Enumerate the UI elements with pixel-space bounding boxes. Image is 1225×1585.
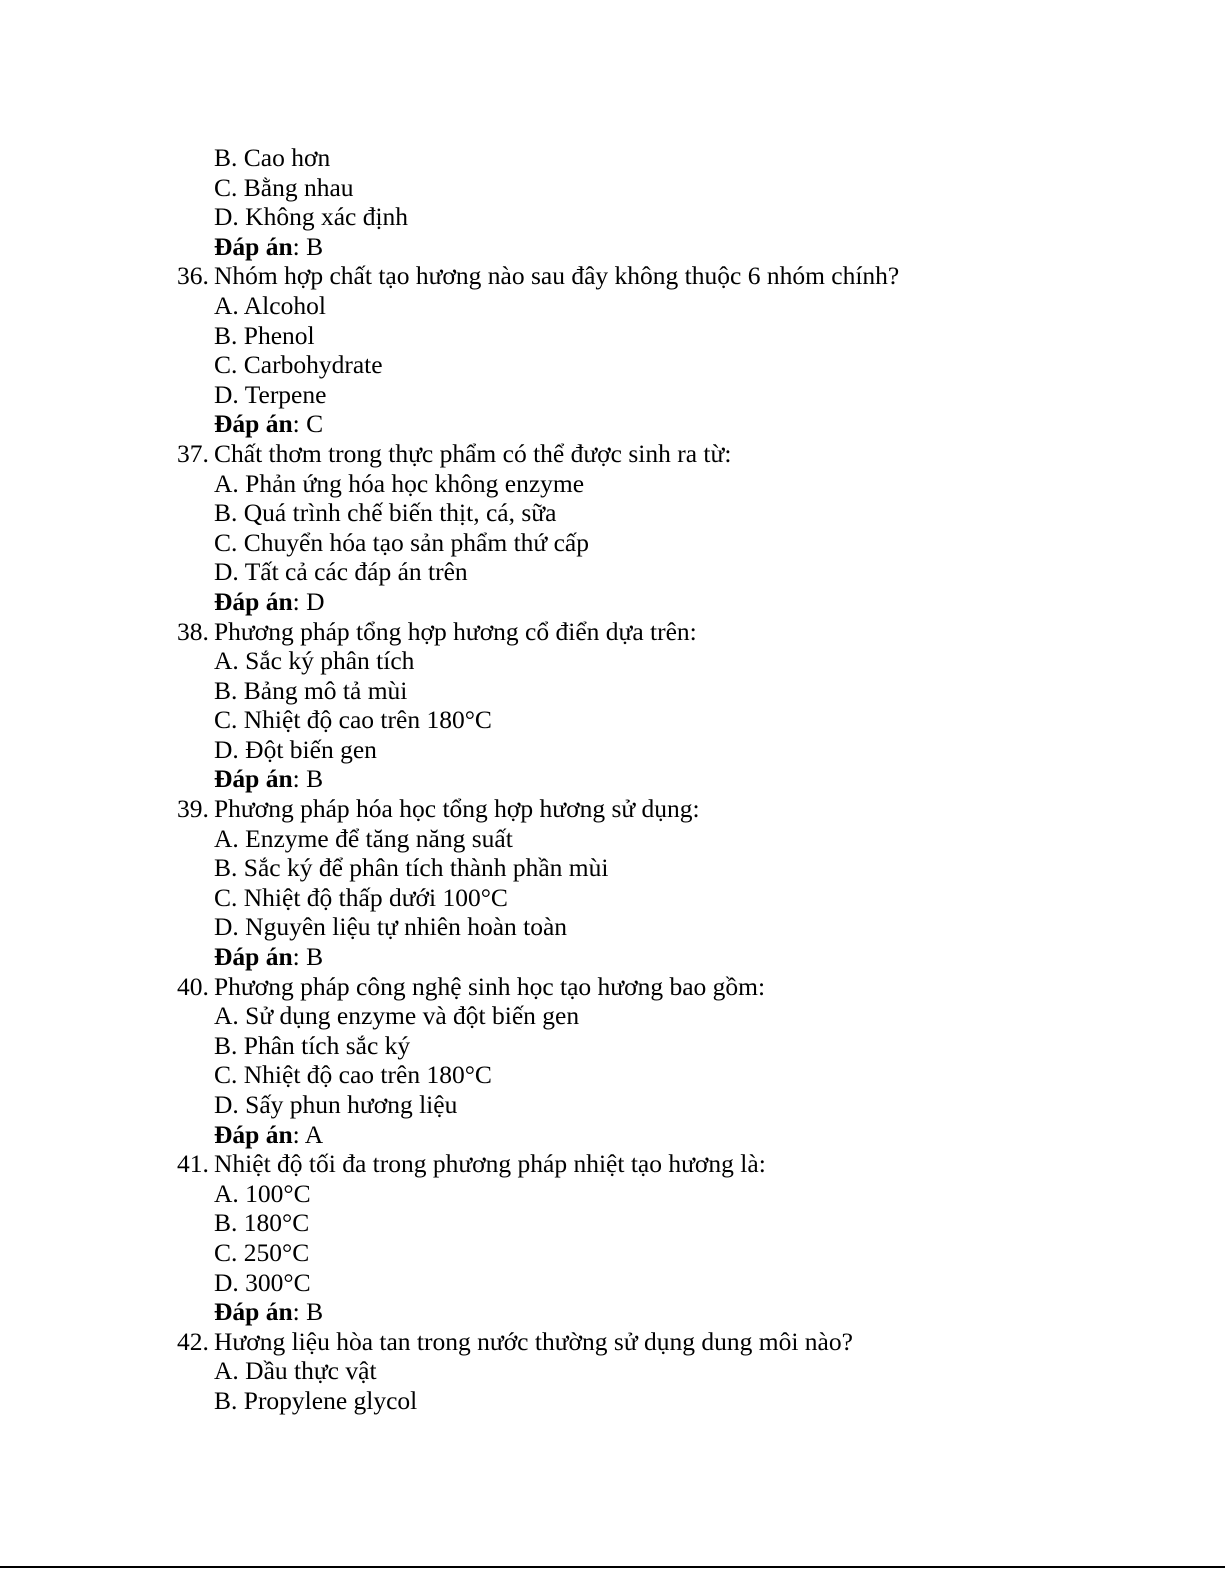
option-line bbox=[0, 143, 1225, 173]
option-text: B. 180°C bbox=[214, 1208, 310, 1238]
question-text: Nhiệt độ tối đa trong phương pháp nhiệt tạo hương là: bbox=[214, 1149, 766, 1179]
question-number: 36. bbox=[177, 261, 209, 291]
answer-value: A bbox=[304, 1119, 324, 1149]
option-text: C. Nhiệt độ cao trên 180°C bbox=[214, 1060, 492, 1090]
option-text: C. Nhiệt độ cao trên 180°C bbox=[214, 705, 492, 735]
option-line bbox=[0, 469, 1225, 499]
page-bottom-rule bbox=[0, 1566, 1225, 1568]
option-text: A. Alcohol bbox=[214, 290, 326, 320]
option-line bbox=[0, 1031, 1225, 1061]
question-number: 40. bbox=[177, 971, 209, 1001]
question-number: 39. bbox=[177, 794, 209, 824]
answer-line: Đáp án: B bbox=[214, 764, 324, 794]
answer-value: D bbox=[306, 586, 325, 616]
question-line bbox=[0, 439, 1225, 469]
option-line bbox=[0, 1208, 1225, 1238]
answer-value: B bbox=[306, 1297, 324, 1327]
option-text: D. Đột biến gen bbox=[214, 734, 377, 764]
question-text: Chất thơm trong thực phẩm có thể được sinh ra từ: bbox=[214, 438, 732, 468]
answer-line: Đáp án: D bbox=[214, 586, 325, 616]
answer-label: Đáp án bbox=[214, 409, 293, 439]
answer-line: Đáp án: B bbox=[214, 1297, 324, 1327]
option-text: B. Bảng mô tả mùi bbox=[214, 675, 408, 705]
answer-label: Đáp án bbox=[214, 1297, 293, 1327]
option-line bbox=[0, 646, 1225, 676]
option-line bbox=[0, 498, 1225, 528]
option-line bbox=[0, 557, 1225, 587]
option-text: B. Phenol bbox=[214, 320, 315, 350]
option-text: B. Cao hơn bbox=[214, 143, 331, 172]
option-text: C. 250°C bbox=[214, 1237, 310, 1267]
answer-line: Đáp án: A bbox=[214, 1119, 324, 1149]
option-text: B. Sắc ký để phân tích thành phần mùi bbox=[214, 853, 609, 883]
option-line bbox=[0, 1090, 1225, 1120]
option-line bbox=[0, 173, 1225, 203]
option-line bbox=[0, 202, 1225, 232]
option-line bbox=[0, 1060, 1225, 1090]
option-line bbox=[0, 705, 1225, 735]
option-line bbox=[0, 853, 1225, 883]
option-text: D. 300°C bbox=[214, 1267, 311, 1297]
question-number: 38. bbox=[177, 616, 209, 646]
question-line bbox=[0, 261, 1225, 291]
question-text: Phương pháp tổng hợp hương cổ điển dựa trên: bbox=[214, 616, 697, 646]
option-text: B. Propylene glycol bbox=[214, 1385, 418, 1415]
option-line bbox=[0, 350, 1225, 380]
answer-label: Đáp án bbox=[214, 231, 293, 261]
answer-label: Đáp án bbox=[214, 586, 293, 616]
question-number: 37. bbox=[177, 438, 209, 468]
option-line bbox=[0, 676, 1225, 706]
option-text: A. Phản ứng hóa học không enzyme bbox=[214, 468, 585, 498]
answer-value: B bbox=[306, 764, 324, 794]
question-text: Nhóm hợp chất tạo hương nào sau đây không thuộc 6 nhóm chính? bbox=[214, 261, 900, 291]
answer-label: Đáp án bbox=[214, 764, 293, 794]
option-line bbox=[0, 1001, 1225, 1031]
answer-label: Đáp án bbox=[214, 1119, 293, 1149]
option-text: B. Phân tích sắc ký bbox=[214, 1030, 411, 1060]
question-number: 41. bbox=[177, 1149, 209, 1179]
option-line bbox=[0, 735, 1225, 765]
option-line bbox=[0, 380, 1225, 410]
option-text: D. Sấy phun hương liệu bbox=[214, 1090, 458, 1119]
option-line bbox=[0, 912, 1225, 942]
option-text: A. Dầu thực vật bbox=[214, 1356, 377, 1386]
option-line bbox=[0, 1356, 1225, 1386]
answer-value: C bbox=[306, 409, 324, 439]
question-number: 42. bbox=[177, 1326, 209, 1356]
option-text: C. Chuyển hóa tạo sản phẩm thứ cấp bbox=[214, 527, 589, 557]
question-text: Hương liệu hòa tan trong nước thường sử dụng dung môi nào? bbox=[214, 1326, 853, 1356]
question-text: Phương pháp hóa học tổng hợp hương sử dụng: bbox=[214, 794, 700, 824]
question-line bbox=[0, 617, 1225, 647]
option-text: B. Quá trình chế biến thịt, cá, sữa bbox=[214, 498, 557, 528]
option-text: D. Tất cả các đáp án trên bbox=[214, 557, 468, 587]
option-text: D. Không xác định bbox=[214, 202, 409, 232]
answer-value: B bbox=[306, 942, 324, 972]
question-line bbox=[0, 972, 1225, 1002]
option-line bbox=[0, 824, 1225, 854]
option-text: D. Nguyên liệu tự nhiên hoàn toàn bbox=[214, 912, 568, 942]
question-line bbox=[0, 1149, 1225, 1179]
question-line bbox=[0, 1327, 1225, 1357]
option-text: A. 100°C bbox=[214, 1178, 311, 1208]
option-line bbox=[0, 321, 1225, 351]
answer-line: Đáp án: B bbox=[214, 942, 324, 972]
option-line bbox=[0, 1386, 1225, 1416]
option-text: D. Terpene bbox=[214, 379, 327, 409]
option-text: C. Carbohydrate bbox=[214, 350, 383, 380]
option-line bbox=[0, 1268, 1225, 1298]
answer-label: Đáp án bbox=[214, 942, 293, 972]
option-line bbox=[0, 528, 1225, 558]
answer-line: Đáp án: B bbox=[214, 231, 324, 261]
option-text: A. Enzyme để tăng năng suất bbox=[214, 823, 513, 853]
option-text: C. Nhiệt độ thấp dưới 100°C bbox=[214, 882, 508, 912]
option-text: A. Sử dụng enzyme và đột biến gen bbox=[214, 1001, 580, 1031]
option-line bbox=[0, 291, 1225, 321]
option-text: A. Sắc ký phân tích bbox=[214, 646, 415, 676]
option-text: C. Bằng nhau bbox=[214, 172, 354, 202]
question-text: Phương pháp công nghệ sinh học tạo hương bao gồm: bbox=[214, 971, 766, 1001]
document-page bbox=[0, 143, 1225, 1416]
option-line bbox=[0, 883, 1225, 913]
answer-value: B bbox=[306, 231, 324, 261]
question-line bbox=[0, 794, 1225, 824]
option-line bbox=[0, 1179, 1225, 1209]
answer-line: Đáp án: C bbox=[214, 409, 324, 439]
option-line bbox=[0, 1238, 1225, 1268]
